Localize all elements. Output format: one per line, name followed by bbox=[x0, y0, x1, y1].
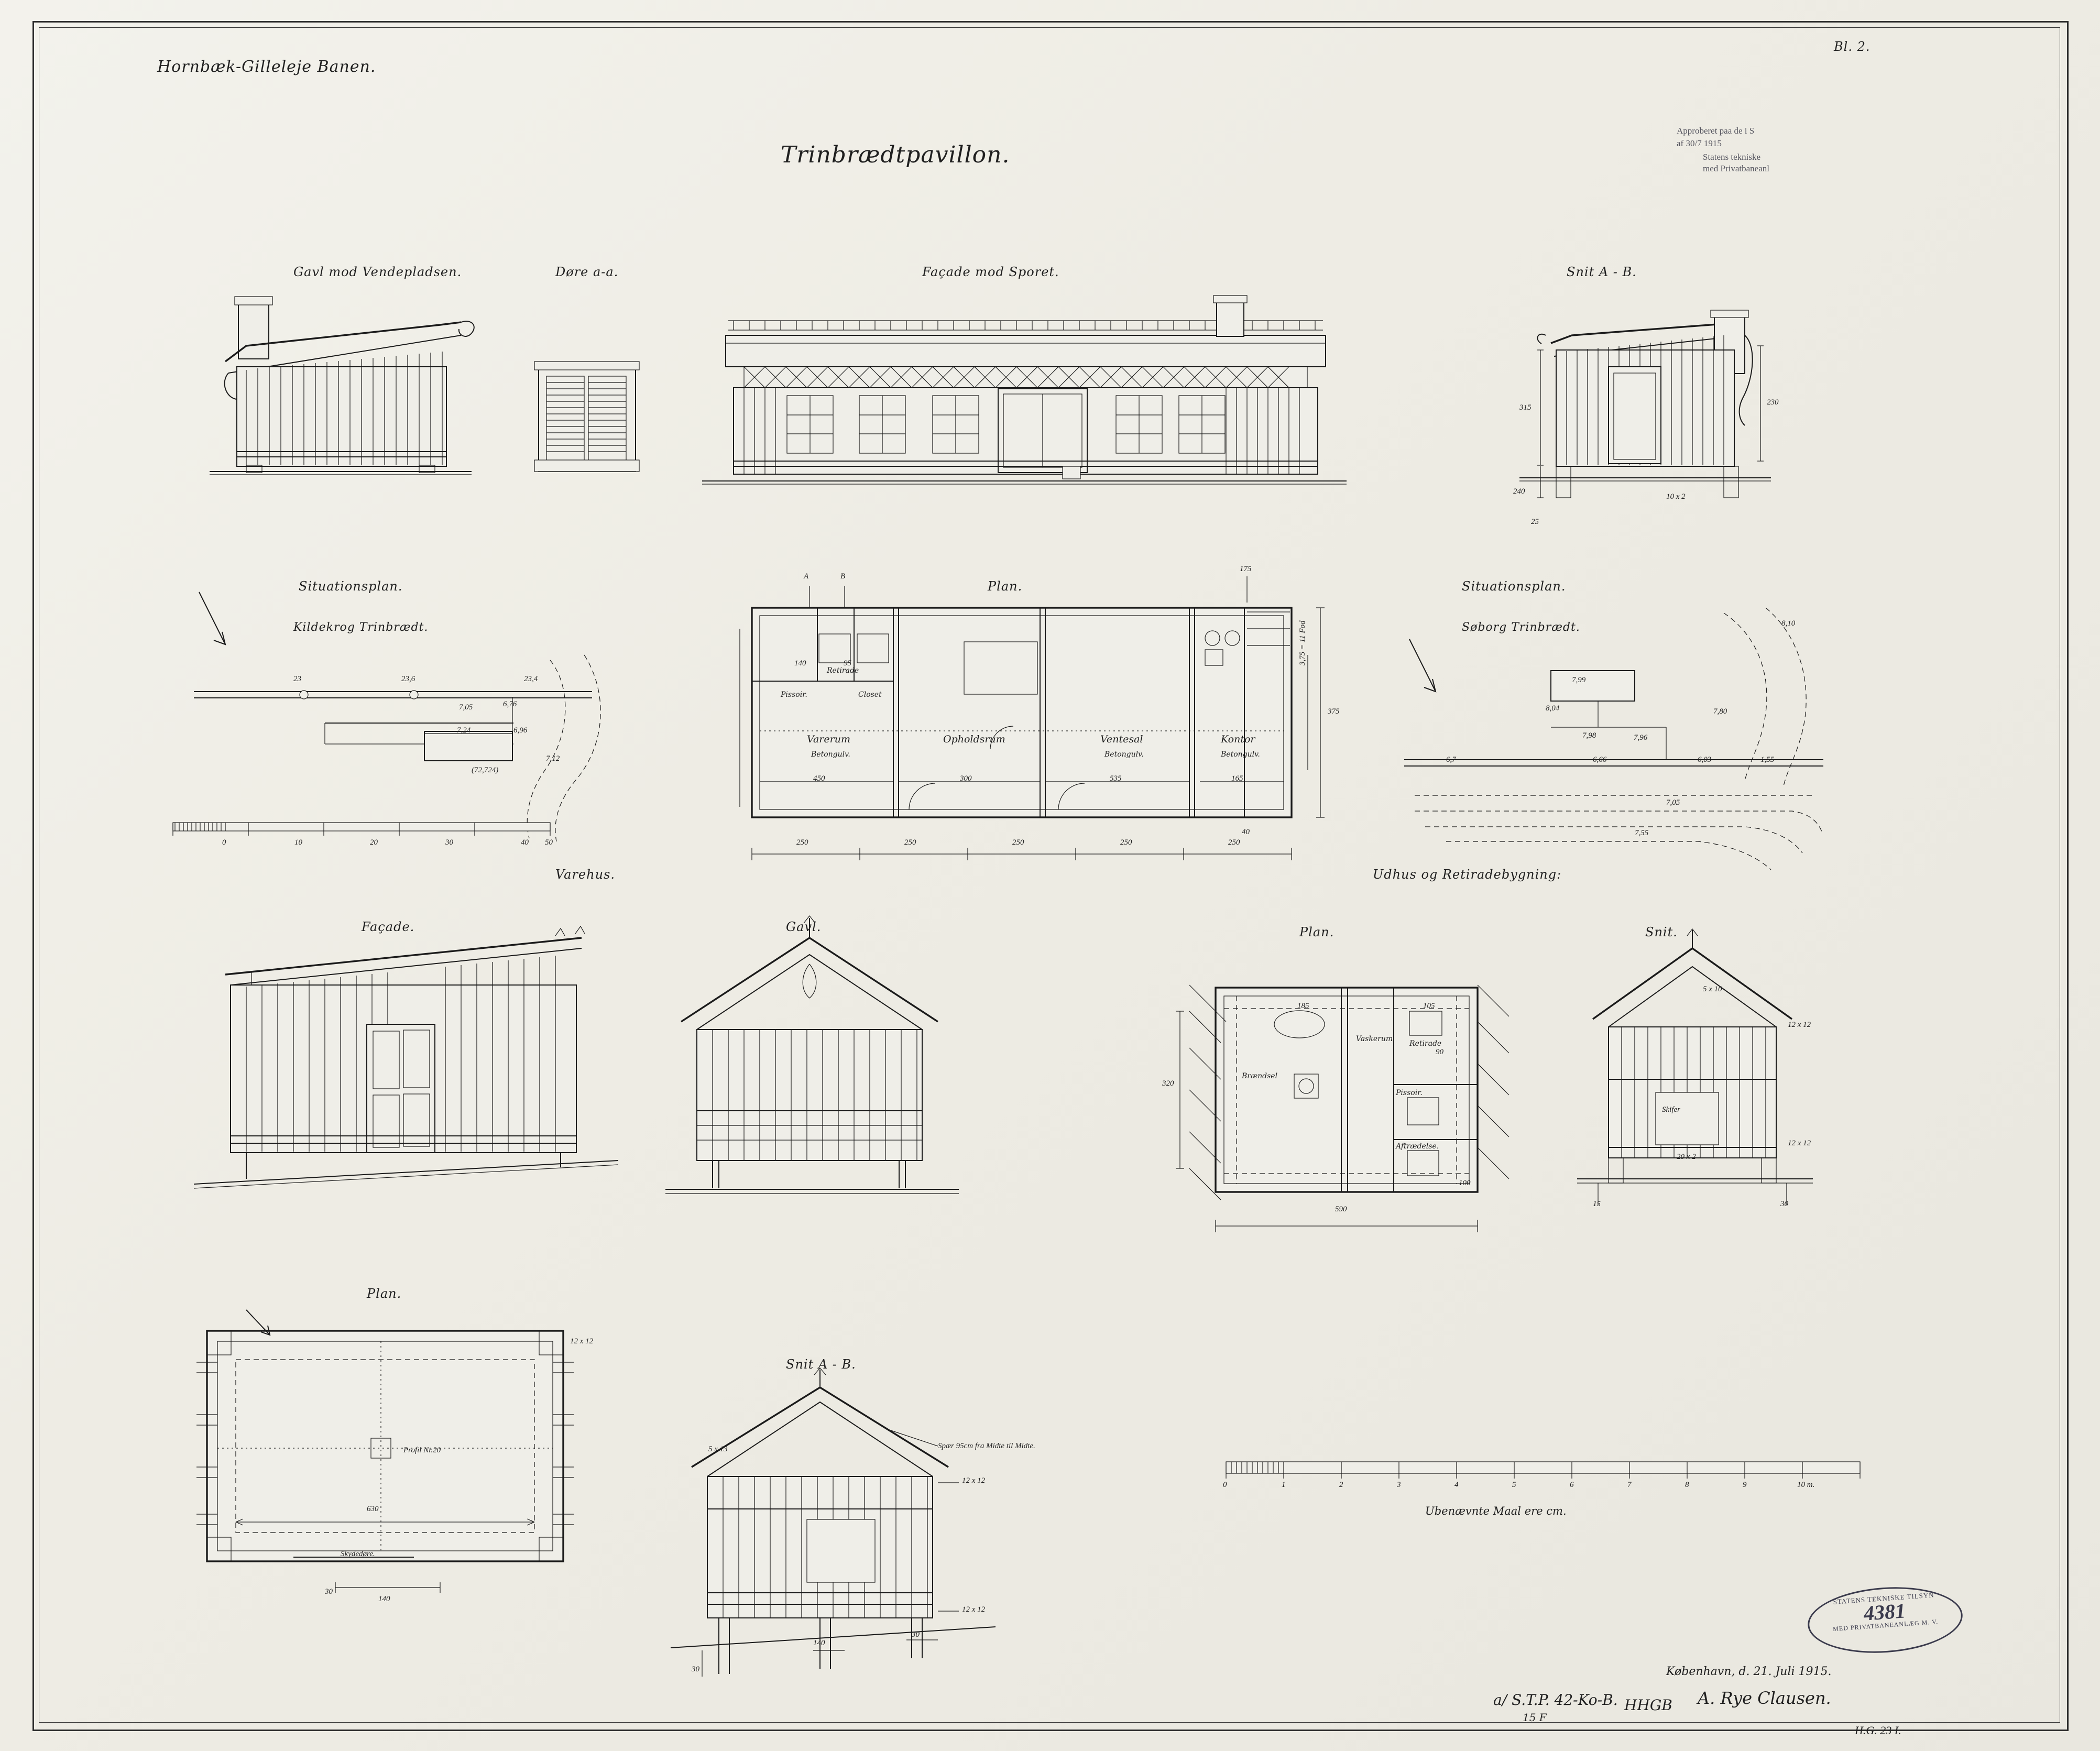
sheet-number: Bl. 2. bbox=[1834, 39, 1871, 54]
snit-dim-25: 25 bbox=[1531, 518, 1539, 526]
sitplan-l-n7: (72,724) bbox=[472, 766, 499, 774]
label-pavilion-plan: Plan. bbox=[988, 579, 1023, 594]
label-situationsplan-right: Situationsplan. bbox=[1462, 579, 1566, 594]
udhus-room-vaskerum: Vaskerum bbox=[1356, 1035, 1393, 1043]
label-udhus-group: Udhus og Retiradebygning: bbox=[1373, 867, 1562, 882]
smallscale-tick-2: 20 bbox=[370, 838, 378, 847]
scale-tick-5: 5 bbox=[1512, 1481, 1516, 1489]
snit-dim-230: 230 bbox=[1767, 398, 1779, 407]
approval-line2: af 30/7 1915 bbox=[1677, 138, 1722, 148]
label-varehus-plan: Plan. bbox=[367, 1286, 402, 1301]
plan-dim-250-4: 250 bbox=[1120, 838, 1132, 847]
udhus-dim-185: 185 bbox=[1297, 1002, 1309, 1010]
scale-tick-9: 9 bbox=[1743, 1481, 1747, 1489]
approval-ref2: 15 F bbox=[1523, 1711, 1547, 1724]
udhus-room-aftraedelse: Aftrædelse. bbox=[1396, 1142, 1439, 1151]
drawing-varehus-gavl bbox=[665, 916, 959, 1194]
varehus-plan-skydedore: Skydedøre. bbox=[341, 1550, 375, 1558]
snit-dim-315: 315 bbox=[1519, 403, 1532, 412]
udhus-dim-105: 105 bbox=[1423, 1002, 1435, 1010]
approval-ref: a/ S.T.P. 42-Ko-B. bbox=[1493, 1691, 1618, 1709]
varehus-snit-spaer: Spær 95cm fra Midte til Midte. bbox=[938, 1442, 1035, 1450]
scale-tick-4: 4 bbox=[1454, 1481, 1459, 1489]
sitplan-r-n6: 6,03 bbox=[1698, 756, 1712, 764]
view-label-dore: Døre a-a. bbox=[555, 265, 619, 279]
drawing-udhus-snit bbox=[1577, 929, 1813, 1205]
smallscale-tick-3: 30 bbox=[445, 838, 453, 847]
varehus-plan-12x12: 12 x 12 bbox=[570, 1337, 594, 1345]
plan-dim-140: 140 bbox=[794, 659, 806, 667]
snit-dim-10x2: 10 x 2 bbox=[1666, 493, 1686, 501]
drawing-varehus-snit bbox=[671, 1368, 996, 1677]
label-varehus-facade: Façade. bbox=[362, 920, 415, 934]
varehus-snit-12x12a: 12 x 12 bbox=[962, 1476, 986, 1485]
room-pissoir: Pissoir. bbox=[781, 691, 807, 699]
scale-tick-3: 3 bbox=[1397, 1481, 1401, 1489]
smallscale-tick-4: 40 bbox=[521, 838, 529, 847]
room-varerum: Varerum bbox=[807, 734, 850, 745]
round-stamp-bottom: MED PRIVATBANEANLÆG M. V. bbox=[1832, 1617, 1939, 1633]
plan-dim-250-1: 250 bbox=[796, 838, 808, 847]
room-opholdsrum: Opholdsrum bbox=[943, 734, 1005, 745]
sitplan-r-n8: 8,10 bbox=[1781, 619, 1796, 628]
scale-tick-7: 7 bbox=[1627, 1481, 1632, 1489]
drawing-varehus-facade bbox=[194, 926, 618, 1188]
udhus-snit-15: 15 bbox=[1593, 1200, 1601, 1208]
udhus-snit-skifer: Skifer bbox=[1662, 1106, 1680, 1114]
label-situationsplan-left: Situationsplan. bbox=[299, 579, 403, 594]
varehus-plan-profil: Profil Nr.20 bbox=[403, 1446, 441, 1454]
udhus-snit-12x12b: 12 x 12 bbox=[1788, 1139, 1811, 1147]
scale-tick-2: 2 bbox=[1339, 1481, 1343, 1489]
smallscale-tick-0: 0 bbox=[222, 838, 226, 847]
main-title: Trinbrædtpavillon. bbox=[781, 141, 1010, 168]
plan-dim-fod: 3,75 = 11 Fod bbox=[1298, 620, 1307, 665]
view-label-facade-sporet: Façade mod Sporet. bbox=[922, 265, 1059, 279]
footer-code: H.G. 23 I. bbox=[1855, 1724, 1901, 1737]
drawing-gavl-vendeplads bbox=[210, 297, 474, 475]
label-udhus-snit: Snit. bbox=[1645, 925, 1678, 939]
snit-dim-240: 240 bbox=[1513, 487, 1525, 496]
plan-mark-40: 40 bbox=[1242, 828, 1250, 836]
udhus-room-braendsel: Brændsel bbox=[1242, 1072, 1278, 1080]
sitplan-r-n0: 7,99 bbox=[1572, 676, 1586, 684]
sitplan-r-n3: 7,96 bbox=[1634, 734, 1648, 742]
sitplan-l-n5: 7,24 bbox=[457, 726, 471, 735]
udhus-room-retirade: Retirade bbox=[1409, 1039, 1442, 1048]
varehus-snit-12x12b: 12 x 12 bbox=[962, 1605, 986, 1614]
label-situationsplan-right-sub: Søborg Trinbrædt. bbox=[1462, 621, 1580, 634]
varehus-snit-30b: 30 bbox=[912, 1630, 920, 1639]
drawing-snit-ab-pavilion bbox=[1519, 310, 1771, 498]
room-varerum-sub: Betongulv. bbox=[811, 750, 850, 759]
drawing-udhus-plan bbox=[1176, 985, 1509, 1232]
udhus-snit-20x2: 20 x 2 bbox=[1677, 1153, 1696, 1161]
approval-line3: Statens tekniske bbox=[1703, 152, 1761, 162]
udhus-room-pissoir: Pissoir. bbox=[1396, 1089, 1423, 1097]
plan-mark-a: A bbox=[804, 572, 809, 581]
drawing-pavilion-plan bbox=[740, 576, 1325, 860]
plan-dim-250-2: 250 bbox=[904, 838, 916, 847]
sitplan-r-n9: 7,80 bbox=[1713, 707, 1727, 716]
label-varehus-group: Varehus. bbox=[555, 867, 615, 882]
plan-dim-95: 95 bbox=[844, 659, 851, 667]
smallscale-tick-5: 50 bbox=[545, 838, 553, 847]
approval-line4: med Privatbaneanl bbox=[1703, 163, 1769, 173]
label-situationsplan-left-sub: Kildekrog Trinbrædt. bbox=[293, 621, 429, 634]
varehus-snit-30a: 30 bbox=[692, 1665, 699, 1673]
approval-line1: Approberet paa de i S bbox=[1677, 126, 1755, 136]
room-ventesal: Ventesal bbox=[1100, 734, 1143, 745]
place-date: København, d. 21. Juli 1915. bbox=[1666, 1665, 1832, 1678]
sitplan-l-n2: 23,4 bbox=[524, 675, 538, 683]
scale-note: Ubenævnte Maal ere cm. bbox=[1425, 1505, 1567, 1517]
round-stamp-top: STATENS TEKNISKE TILSYN bbox=[1833, 1591, 1935, 1606]
scale-tick-0: 0 bbox=[1223, 1481, 1227, 1489]
sitplan-r-n5: 6,66 bbox=[1593, 756, 1607, 764]
sitplan-l-n8: 7,12 bbox=[546, 754, 560, 763]
sitplan-r-n4: 6,7 bbox=[1446, 756, 1456, 764]
sitplan-l-n1: 23,6 bbox=[401, 675, 415, 683]
plan-dim-300: 300 bbox=[960, 774, 972, 783]
sitplan-r-n7: 1,55 bbox=[1760, 756, 1775, 764]
drawing-facade-sporet bbox=[702, 296, 1347, 484]
scale-tick-6: 6 bbox=[1570, 1481, 1574, 1489]
sitplan-l-n4: 6,76 bbox=[503, 700, 517, 708]
plan-dim-250-3: 250 bbox=[1012, 838, 1024, 847]
view-label-snit-ab: Snit A - B. bbox=[1567, 265, 1637, 279]
scalebar-bottom bbox=[1226, 1462, 1860, 1479]
udhus-snit-5x10: 5 x 10 bbox=[1703, 985, 1722, 993]
room-closet: Closet bbox=[858, 691, 882, 699]
udhus-dim-320: 320 bbox=[1162, 1079, 1174, 1088]
drawing-situationsplan-soborg bbox=[1404, 608, 1823, 870]
scale-tick-10: 10 m. bbox=[1797, 1481, 1815, 1489]
scale-tick-1: 1 bbox=[1282, 1481, 1286, 1489]
varehus-snit-140: 140 bbox=[813, 1639, 825, 1647]
udhus-snit-30: 30 bbox=[1780, 1200, 1788, 1208]
varehus-plan-630: 630 bbox=[367, 1505, 379, 1513]
drawing-varehus-plan bbox=[196, 1310, 574, 1593]
sitplan-l-n0: 23 bbox=[293, 675, 301, 683]
room-kontor-sub: Betongulv. bbox=[1221, 750, 1260, 759]
sitplan-l-n3: 7,05 bbox=[459, 703, 473, 712]
plan-dim-165: 165 bbox=[1231, 774, 1243, 783]
railway-title: Hornbæk-Gilleleje Banen. bbox=[157, 58, 376, 76]
room-ventesal-sub: Betongulv. bbox=[1104, 750, 1144, 759]
smallscale-tick-1: 10 bbox=[294, 838, 302, 847]
udhus-dim-590: 590 bbox=[1335, 1205, 1347, 1213]
sitplan-r-n10: 7,05 bbox=[1666, 798, 1680, 807]
signature: A. Rye Clausen. bbox=[1698, 1688, 1831, 1708]
label-varehus-gavl: Gavl. bbox=[786, 920, 822, 934]
plan-dim-450: 450 bbox=[813, 774, 825, 783]
varehus-snit-5x13: 5 x 13 bbox=[708, 1445, 728, 1453]
label-udhus-plan: Plan. bbox=[1299, 925, 1335, 939]
room-kontor: Kontor bbox=[1221, 734, 1255, 745]
room-retirade: Retirade bbox=[827, 666, 859, 675]
plan-mark-b: B bbox=[840, 572, 846, 581]
sitplan-r-n11: 7,55 bbox=[1635, 829, 1649, 837]
plan-dim-535: 535 bbox=[1110, 774, 1122, 783]
udhus-dim-100: 100 bbox=[1459, 1179, 1471, 1187]
udhus-dim-90: 90 bbox=[1436, 1048, 1443, 1056]
view-label-gavl-vendeplads: Gavl mod Vendepladsen. bbox=[293, 265, 462, 279]
initials: HHGB bbox=[1624, 1697, 1672, 1714]
label-varehus-snit: Snit A - B. bbox=[786, 1357, 856, 1372]
varehus-plan-140: 140 bbox=[378, 1595, 390, 1603]
round-stamp-number: 4381 bbox=[1863, 1599, 1907, 1625]
scale-tick-8: 8 bbox=[1685, 1481, 1689, 1489]
plan-dim-250-5: 250 bbox=[1228, 838, 1240, 847]
plan-mark-175: 175 bbox=[1240, 565, 1252, 573]
udhus-snit-12x12a: 12 x 12 bbox=[1788, 1021, 1811, 1029]
sitplan-r-n1: 8,04 bbox=[1546, 704, 1560, 713]
sitplan-r-n2: 7,98 bbox=[1582, 731, 1596, 740]
sitplan-l-n6: 6,96 bbox=[513, 726, 528, 735]
drawing-dore bbox=[534, 362, 639, 472]
varehus-plan-30: 30 bbox=[325, 1588, 333, 1596]
plan-dim-375: 375 bbox=[1328, 707, 1340, 716]
